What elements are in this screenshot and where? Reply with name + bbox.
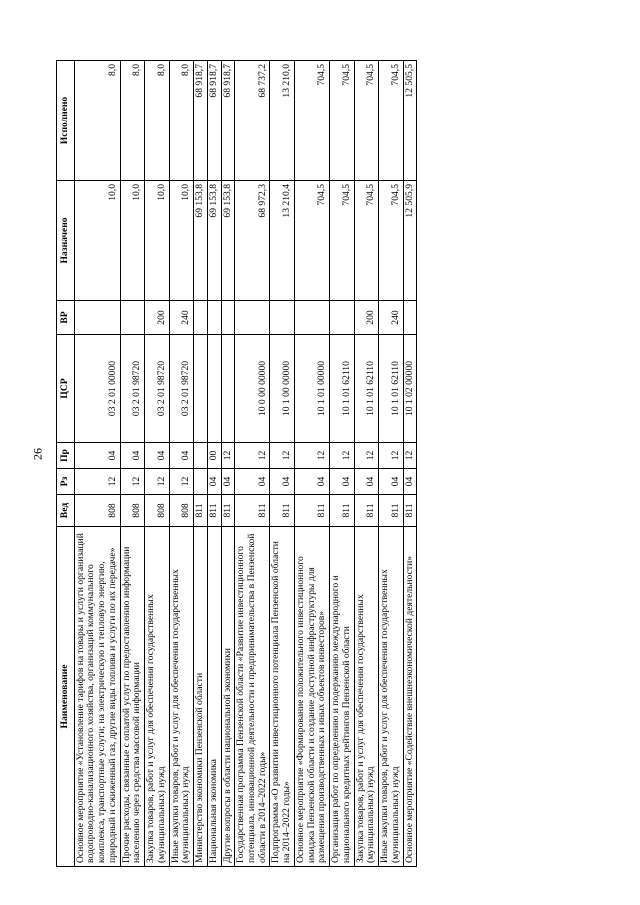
row-assigned-cell: 10,0 xyxy=(169,181,193,301)
col-header-rz: Рз xyxy=(57,469,75,495)
table-row xyxy=(270,61,294,867)
row-name-cell: Национальная экономика xyxy=(207,527,221,867)
row-rz-cell: 12 xyxy=(145,469,169,495)
row-vr-cell xyxy=(270,301,294,335)
row-rz-cell: 04 xyxy=(294,469,329,495)
table-row xyxy=(354,61,378,867)
col-header-pr: Пр xyxy=(57,443,75,469)
table-row xyxy=(403,61,417,867)
table-row xyxy=(169,61,193,867)
row-csr-cell: 10 1 01 62110 xyxy=(379,335,403,443)
row-csr-cell: 03 2 01 00000 xyxy=(74,335,120,443)
row-assigned-cell: 704,5 xyxy=(354,181,378,301)
page-number: 26 xyxy=(30,448,45,460)
row-pr-cell: 12 xyxy=(403,443,417,469)
row-executed-cell: 704,5 xyxy=(379,61,403,181)
table-row xyxy=(207,61,221,867)
row-csr-cell: 10 1 01 62110 xyxy=(354,335,378,443)
row-name-cell: Закупка товаров, работ и услуг для обеспечения государственных (муниципальных) нужд xyxy=(145,527,169,867)
col-header-ved: Вед xyxy=(57,495,75,527)
row-ved-cell: 811 xyxy=(354,495,378,527)
table-body xyxy=(74,61,417,867)
row-executed-cell: 13 210,0 xyxy=(270,61,294,181)
row-executed-cell: 8,0 xyxy=(74,61,120,181)
row-vr-cell xyxy=(221,301,235,335)
row-vr-cell: 240 xyxy=(169,301,193,335)
row-name-cell: Основное мероприятие «Содействие внешнеэкономической деятельности» xyxy=(403,527,417,867)
row-ved-cell: 808 xyxy=(169,495,193,527)
row-pr-cell: 12 xyxy=(354,443,378,469)
col-header-name: Наименование xyxy=(57,527,75,867)
row-rz-cell: 04 xyxy=(379,469,403,495)
budget-table xyxy=(56,60,417,867)
row-rz-cell: 04 xyxy=(221,469,235,495)
table-row xyxy=(379,61,403,867)
row-name-cell: Иные закупки товаров, работ и услуг для обеспечения государственных (муниципальных) нужд xyxy=(169,527,193,867)
row-pr-cell: 12 xyxy=(294,443,329,469)
row-csr-cell: 10 1 02 00000 xyxy=(403,335,417,443)
table-row xyxy=(74,61,120,867)
row-pr-cell: 12 xyxy=(221,443,235,469)
row-name-cell: Организация работ по определению и подержанию международного и национального кредитных рейтингов Пензенской области xyxy=(330,527,354,867)
row-ved-cell: 811 xyxy=(207,495,221,527)
col-header-assigned: Назначено xyxy=(57,181,75,301)
row-csr-cell: 10 0 00 00000 xyxy=(235,335,270,443)
row-assigned-cell: 68 972,3 xyxy=(235,181,270,301)
row-rz-cell: 04 xyxy=(235,469,270,495)
row-vr-cell xyxy=(330,301,354,335)
table-header-row xyxy=(57,61,75,867)
row-ved-cell: 811 xyxy=(330,495,354,527)
row-assigned-cell: 10,0 xyxy=(120,181,144,301)
row-assigned-cell: 704,5 xyxy=(379,181,403,301)
row-csr-cell: 03 2 01 98720 xyxy=(145,335,169,443)
row-pr-cell: 04 xyxy=(120,443,144,469)
row-pr-cell: 12 xyxy=(270,443,294,469)
row-executed-cell: 68 918,7 xyxy=(221,61,235,181)
row-name-cell: Подпрограмма «О развитии инвестиционного потенциала Пензенской области на 2014–2022 годы» xyxy=(270,527,294,867)
col-header-executed: Исполнено xyxy=(57,61,75,181)
row-ved-cell: 811 xyxy=(194,495,208,527)
col-header-vr: ВР xyxy=(57,301,75,335)
row-vr-cell: 200 xyxy=(354,301,378,335)
row-name-cell: Другие вопросы в области национальной экономики xyxy=(221,527,235,867)
row-vr-cell xyxy=(194,301,208,335)
table-row xyxy=(330,61,354,867)
row-rz-cell xyxy=(194,469,208,495)
row-rz-cell: 12 xyxy=(120,469,144,495)
row-csr-cell: 10 1 01 00000 xyxy=(294,335,329,443)
row-assigned-cell: 10,0 xyxy=(74,181,120,301)
row-assigned-cell: 69 153,8 xyxy=(194,181,208,301)
row-pr-cell: 12 xyxy=(235,443,270,469)
row-csr-cell xyxy=(194,335,208,443)
row-executed-cell: 704,5 xyxy=(354,61,378,181)
row-assigned-cell: 69 153,8 xyxy=(207,181,221,301)
row-executed-cell: 68 918,7 xyxy=(207,61,221,181)
table-row xyxy=(194,61,208,867)
row-ved-cell: 811 xyxy=(270,495,294,527)
row-executed-cell: 8,0 xyxy=(145,61,169,181)
row-executed-cell: 68 737,2 xyxy=(235,61,270,181)
row-vr-cell xyxy=(74,301,120,335)
row-pr-cell: 00 xyxy=(207,443,221,469)
row-pr-cell: 12 xyxy=(330,443,354,469)
row-assigned-cell: 12 505,9 xyxy=(403,181,417,301)
row-name-cell: Государственная программа Пензенской области «Развитие инвестиционного потенциала, инновационной деятельности и предпринимательства в Пензенской области в 2014–2022 годы» xyxy=(235,527,270,867)
row-rz-cell: 04 xyxy=(207,469,221,495)
row-vr-cell xyxy=(235,301,270,335)
row-vr-cell xyxy=(403,301,417,335)
row-vr-cell: 240 xyxy=(379,301,403,335)
row-name-cell: Основное мероприятие «Формирование положительного инвестиционного имиджа Пензенской области и создание доступной инфраструктуры для размещения производственных и иных объектов инвесторов» xyxy=(294,527,329,867)
row-executed-cell: 8,0 xyxy=(169,61,193,181)
row-name-cell: Основное мероприятие «Установление тарифов на товары и услуги организаций водопроводно-канализационного хозяйства, организаций коммунального комплекса, транспортные услуги; на электрическую и тепловую энергию, природный и сжиженный газ, другие виды топлива и услуги по их передаче» xyxy=(74,527,120,867)
row-assigned-cell: 704,5 xyxy=(330,181,354,301)
row-executed-cell: 704,5 xyxy=(330,61,354,181)
row-vr-cell xyxy=(207,301,221,335)
row-pr-cell: 04 xyxy=(74,443,120,469)
row-executed-cell: 68 918,7 xyxy=(194,61,208,181)
row-name-cell: Министерство экономики Пензенской области xyxy=(194,527,208,867)
row-rz-cell: 04 xyxy=(270,469,294,495)
row-rz-cell: 12 xyxy=(74,469,120,495)
row-pr-cell: 04 xyxy=(145,443,169,469)
row-pr-cell xyxy=(194,443,208,469)
row-rz-cell: 12 xyxy=(169,469,193,495)
row-csr-cell xyxy=(221,335,235,443)
row-name-cell: Закупка товаров, работ и услуг для обеспечения государственных (муниципальных) нужд xyxy=(354,527,378,867)
row-csr-cell xyxy=(207,335,221,443)
row-name-cell: Иные закупки товаров, работ и услуг для обеспечения государственных (муниципальных) нужд xyxy=(379,527,403,867)
table-row xyxy=(145,61,169,867)
table-row xyxy=(235,61,270,867)
row-name-cell: Прочие расходы, связанные с оплатой услуг по предоставлению информации населению через средства массовой информации xyxy=(120,527,144,867)
row-assigned-cell: 13 210,4 xyxy=(270,181,294,301)
row-csr-cell: 03 2 01 98720 xyxy=(169,335,193,443)
row-vr-cell xyxy=(294,301,329,335)
row-rz-cell: 04 xyxy=(354,469,378,495)
row-ved-cell: 808 xyxy=(74,495,120,527)
row-assigned-cell: 69 153,8 xyxy=(221,181,235,301)
row-ved-cell: 811 xyxy=(235,495,270,527)
row-rz-cell: 04 xyxy=(403,469,417,495)
row-pr-cell: 12 xyxy=(379,443,403,469)
row-assigned-cell: 704,5 xyxy=(294,181,329,301)
row-csr-cell: 10 1 01 62110 xyxy=(330,335,354,443)
row-ved-cell: 808 xyxy=(145,495,169,527)
table-row xyxy=(120,61,144,867)
row-ved-cell: 811 xyxy=(294,495,329,527)
row-ved-cell: 811 xyxy=(379,495,403,527)
row-vr-cell: 200 xyxy=(145,301,169,335)
row-csr-cell: 03 2 01 98720 xyxy=(120,335,144,443)
row-rz-cell: 04 xyxy=(330,469,354,495)
row-ved-cell: 811 xyxy=(403,495,417,527)
row-ved-cell: 811 xyxy=(221,495,235,527)
row-ved-cell: 808 xyxy=(120,495,144,527)
row-assigned-cell: 10,0 xyxy=(145,181,169,301)
row-csr-cell: 10 1 00 00000 xyxy=(270,335,294,443)
row-executed-cell: 704,5 xyxy=(294,61,329,181)
table-row xyxy=(294,61,329,867)
col-header-csr: ЦСР xyxy=(57,335,75,443)
row-pr-cell: 04 xyxy=(169,443,193,469)
row-vr-cell xyxy=(120,301,144,335)
row-executed-cell: 12 505,5 xyxy=(403,61,417,181)
rotated-table-container xyxy=(56,61,582,867)
table-row xyxy=(221,61,235,867)
row-executed-cell: 8,0 xyxy=(120,61,144,181)
